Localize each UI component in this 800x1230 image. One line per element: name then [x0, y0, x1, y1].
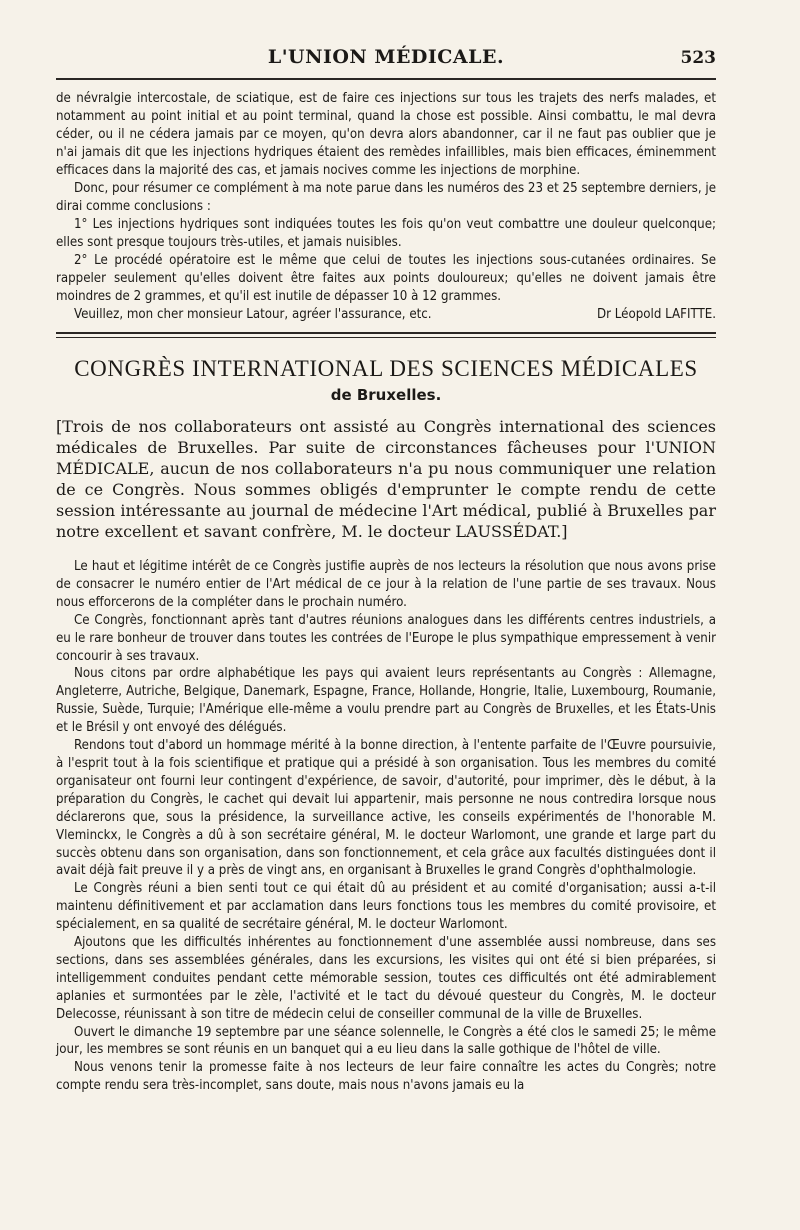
editorial-note: [Trois de nos collaborateurs ont assisté au Congrès international des sciences médicales de Bruxelles. Par suite de circonstances fâcheuses pour l'UNION MÉDICALE, aucun de nos collaborateurs n'a pu nous communiquer une relation de ce Congrès. Nous sommes obligés d'emprunter le compte rendu de cette session intéressante au journal de médecine l'Art médical, publié à Bruxelles par notre excellent et savant confrère, M. le docteur LAUSSÉDAT.]: [56, 417, 716, 541]
article-paragraph: Nous venons tenir la promesse faite à nos lecteurs de leur faire connaître les actes du Congrès; notre compte rendu sera très-incomplet, sans doute, mais nous n'avons jamais eu la: [56, 1060, 716, 1094]
letter-paragraph: Donc, pour résumer ce complément à ma note parue dans les numéros des 23 et 25 septembre derniers, je dirai comme conclusions :: [56, 181, 716, 214]
article-paragraph: Ouvert le dimanche 19 septembre par une séance solennelle, le Congrès a été clos le samedi 25; le même jour, les membres se sont réunis en un banquet qui a eu lieu dans la salle gothique de l'hôtel de ville.: [56, 1024, 716, 1058]
section-divider: [56, 332, 716, 338]
letter-paragraph: 2° Le procédé opératoire est le même que celui de toutes les injections sous-cutanées ordinaires. Se rappeler seulement qu'elles doivent être faites aux points douloureux; qu'elles ne doivent jamais être moindres de 2 grammes, et qu'il est inutile de dépasser 10 à 12 grammes.: [56, 253, 716, 304]
article-paragraph: Rendons tout d'abord un hommage mérité à la bonne direction, à l'entente parfaite de l'Œuvre poursuivie, à l'esprit tout à la fois scientifique et pratique qui a présidé à son organisation. Tous les membres du comité organisateur ont fourni leur contingent d'expérience, de savoir, d'autorité, pour imprimer, dès le début, à la préparation du Congrès, le cachet qui devait lui appartenir, mais personne ne nous contredira lorsque nous déclarerons que, sous la présidence, la surveillance active, les conseils expérimentés de l'honorable M. Vleminckx, le Congrès a dû à son secrétaire général, M. le docteur Warlomont, une grande et large part du succès obtenu dans son organisation, dans son fonctionnement, et cela grâce aux facultés distinguées dont il avait déjà fait preuve il y a près de vingt ans, en organisant à Bruxelles le grand Congrès d'ophthalmologie.: [56, 738, 716, 879]
page-header: [56, 40, 716, 74]
article-title: CONGRÈS INTERNATIONAL DES SCIENCES MÉDICALES: [74, 356, 698, 381]
page-number: 523: [680, 48, 716, 68]
article-paragraph: Le haut et légitime intérêt de ce Congrès justifie auprès de nos lecteurs la résolution que nous avons prise de consacrer le numéro entier de l'Art médical de ce jour à la relation de l'une partie de ses travaux. Nous nous efforcerons de la compléter dans le prochain numéro.: [56, 559, 716, 610]
article-paragraph: Ce Congrès, fonctionnant après tant d'autres réunions analogues dans les différents centres industriels, a eu le rare bonheur de trouver dans toutes les contrées de l'Europe le plus sympathique empressement à venir concourir à ses travaux.: [56, 612, 716, 664]
article-paragraph: Nous citons par ordre alphabétique les pays qui avaient leurs représentants au Congrès : Allemagne, Angleterre, Autriche, Belgique, Danemark, Espagne, France, Hollande, Hongrie, Italie, Luxembourg, Roumanie, Russie, Suède, Turquie; l'Amérique elle-même a voulu prendre part au Congrès de Bruxelles, et les États-Unis et le Brésil y ont envoyé des délégués.: [56, 666, 716, 736]
article-paragraph: Ajoutons que les difficultés inhérentes au fonctionnement d'une assemblée aussi nombreuse, dans ses sections, dans ses assemblées générales, dans les excursions, les visites qui ont été si bien préparées, si intelligemment conduites pendant cette mémorable session, toutes ces difficultés ont été admirablement aplanies et surmontées par le zèle, l'activité et le tact du dévoué questeur du Congrès, M. le docteur Delecosse, réunissant à son titre de médecin celui de conseiller communal de la ville de Bruxelles.: [56, 935, 716, 1022]
letter-closing: Veuillez, mon cher monsieur Latour, agréer l'assurance, etc.: [74, 307, 432, 322]
article-subtitle: de Bruxelles.: [330, 386, 442, 404]
letter-conclusion: [56, 90, 716, 324]
letter-signature: Dr Léopold LAFITTE.: [597, 307, 716, 322]
letter-signoff: [56, 306, 716, 324]
header-rule: [56, 78, 716, 80]
article-paragraph: Le Congrès réuni a bien senti tout ce qui était dû au président et au comité d'organisation; aussi a-t-il maintenu définitivement et par acclamation dans leurs fonctions tous les membres du comité provisoire, et spécialement, en sa qualité de secrétaire général, M. le docteur Warlomont.: [56, 881, 716, 933]
running-title: L'UNION MÉDICALE.: [267, 46, 505, 68]
letter-paragraph: de névralgie intercostale, de sciatique, est de faire ces injections sur tous les trajets des nerfs malades, et notamment au point initial et au point terminal, quand la chose est possible. Ainsi combattu, le mal devra céder, ou il ne cédera jamais par ce moyen, qu'on devra alors abandonner, car il ne faut pas oublier que je n'ai jamais dit que les injections hydriques étaient des remèdes infaillibles, mais bien efficaces, éminemment efficaces dans la majorité des cas, et jamais nocives comme les injections de morphine.: [56, 91, 716, 178]
letter-paragraph: 1° Les injections hydriques sont indiquées toutes les fois qu'on veut combattre une douleur quelconque; elles sont presque toujours très-utiles, et jamais nuisibles.: [56, 217, 716, 250]
article-body: [56, 558, 716, 1095]
